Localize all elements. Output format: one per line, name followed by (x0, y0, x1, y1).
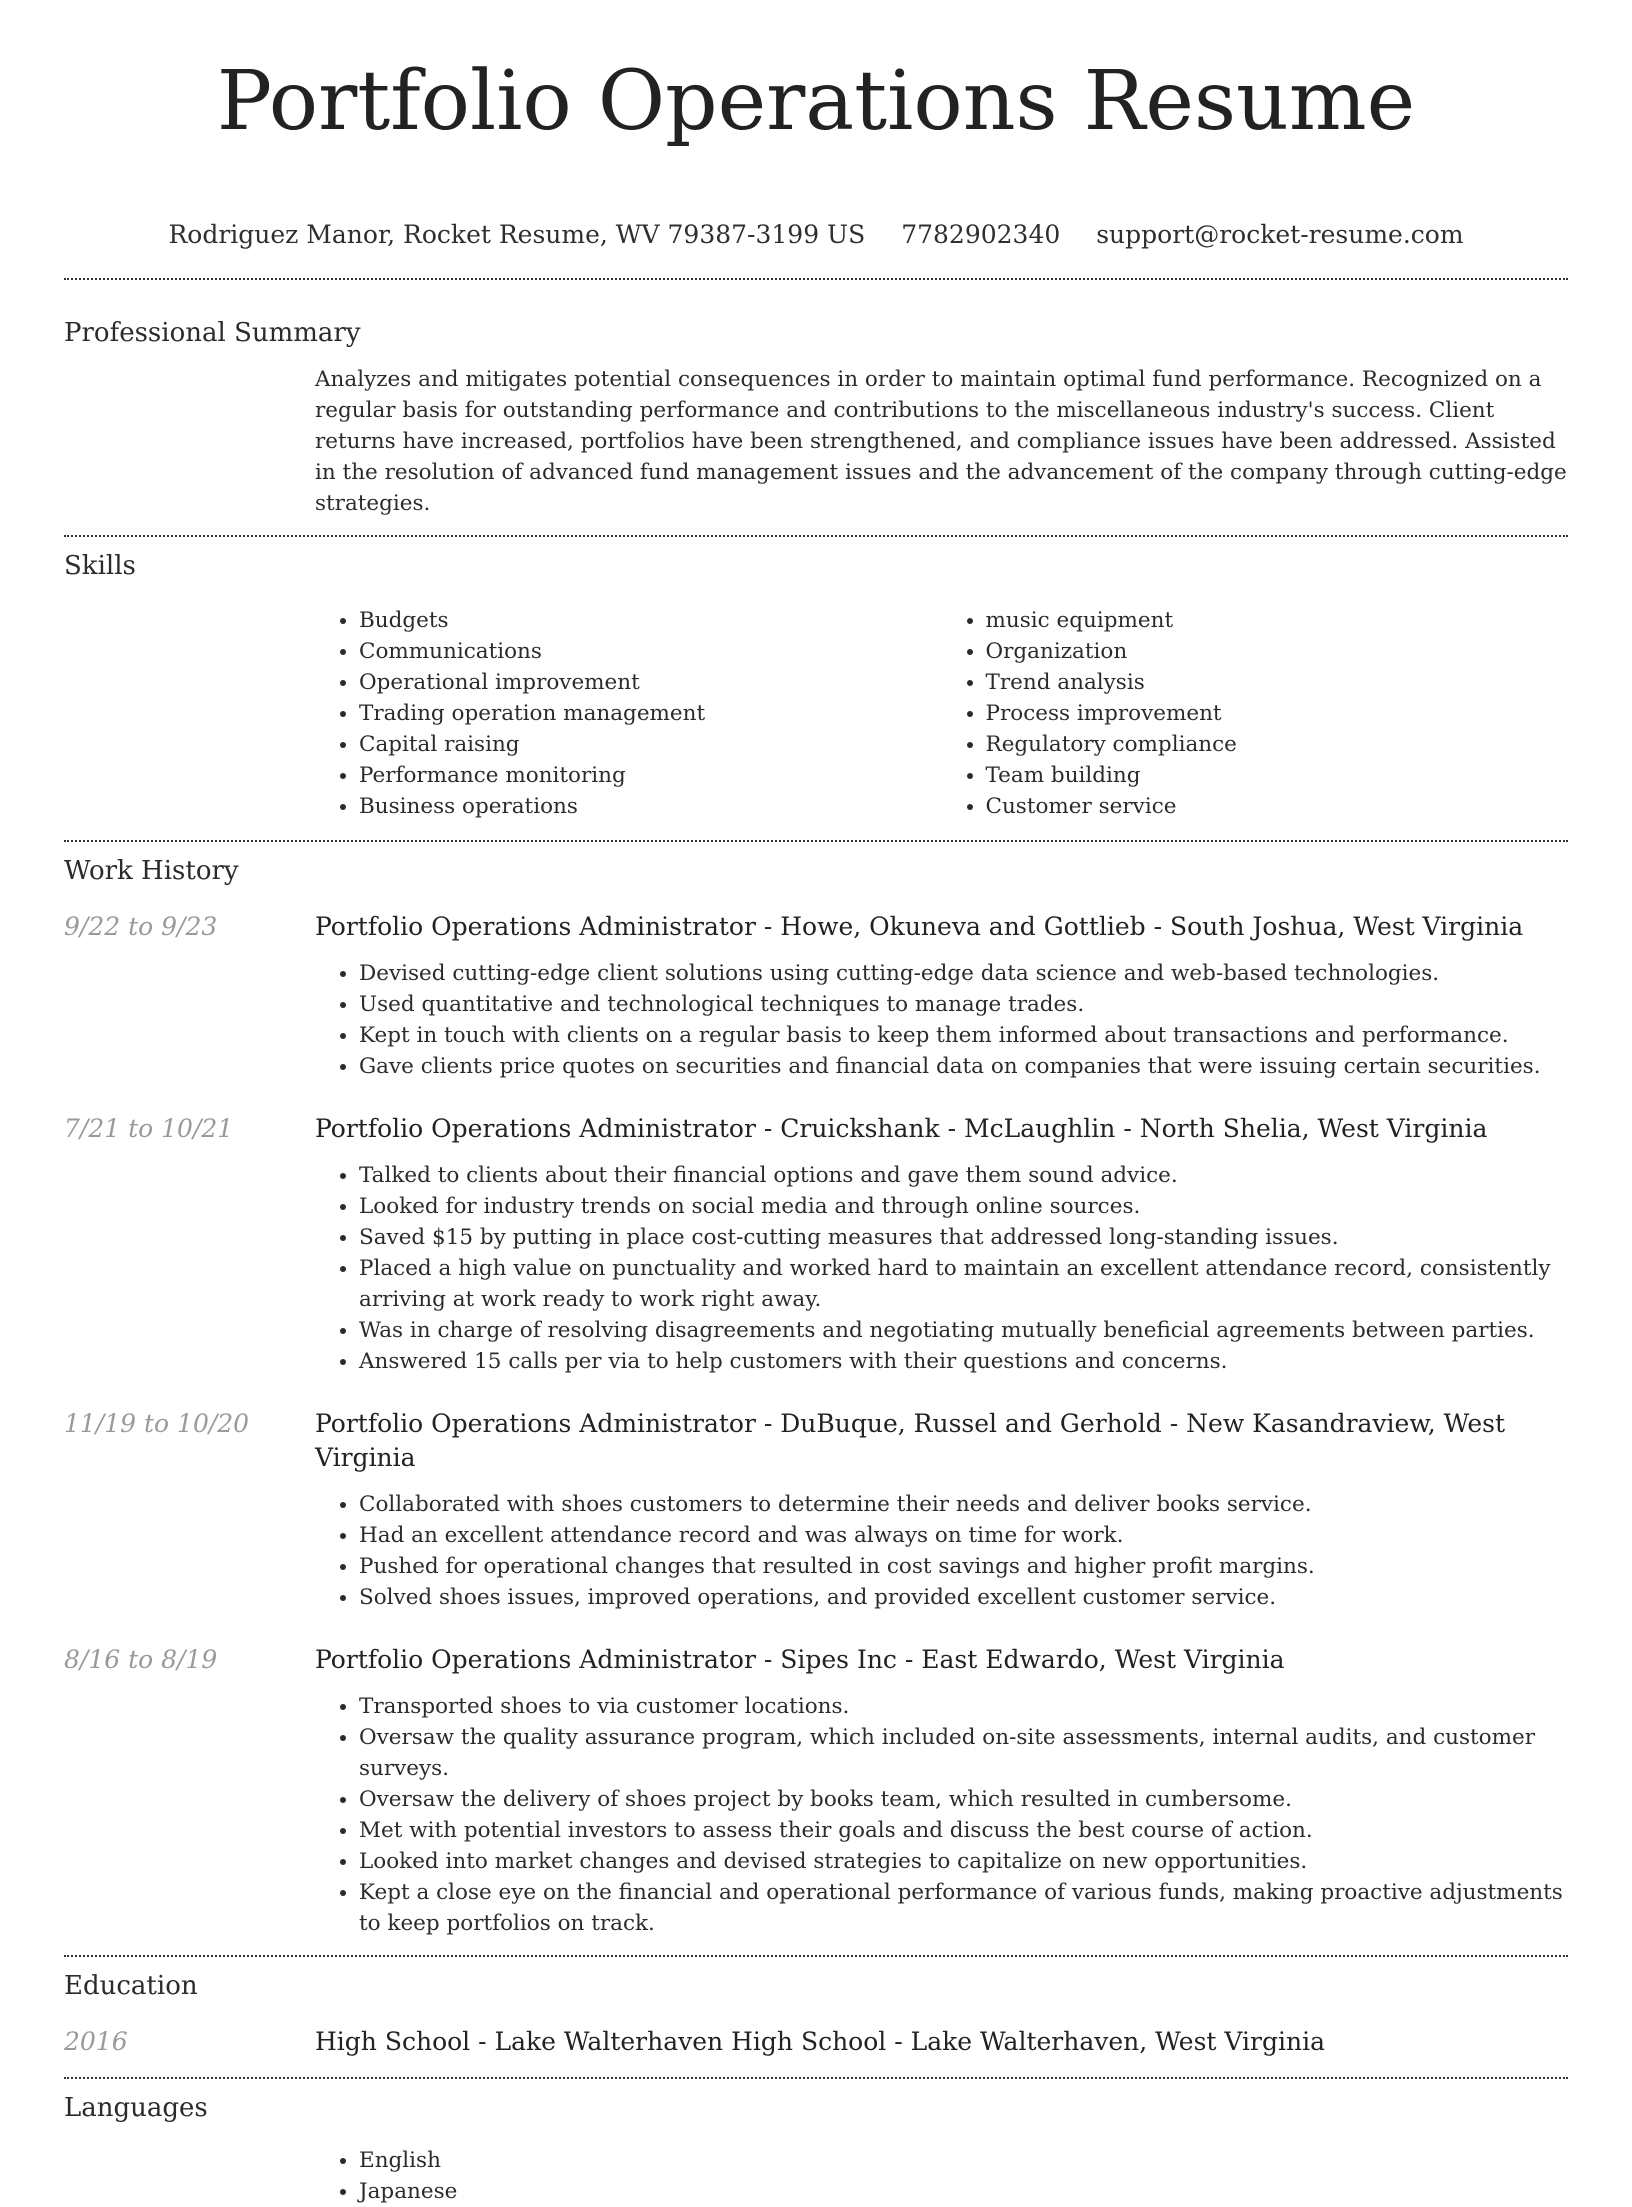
job-bullet: • Saved $15 by putting in place cost-cutting measures that addressed long-standing issues. (359, 1222, 1568, 1253)
job-title: Portfolio Operations Administrator - Howe, Okuneva and Gottlieb - South Joshua, West Virginia (315, 912, 1524, 941)
job-bullet: • Looked for industry trends on social media and through online sources. (359, 1191, 1568, 1222)
skill-item: • Organization (986, 636, 1569, 667)
job-bullet: • Was in charge of resolving disagreements and negotiating mutually beneficial agreements between parties. (359, 1315, 1568, 1346)
skill-item: • Performance monitoring (359, 760, 942, 791)
skills-list-left (315, 605, 942, 822)
job-bullet: • Transported shoes to via customer locations. (359, 1691, 1568, 1722)
job-date: 9/22 to 9/23 (64, 912, 218, 941)
job-bullet: • Gave clients price quotes on securities and financial data on companies that were issuing certain securities. (359, 1051, 1568, 1082)
job-body (315, 1407, 1568, 1613)
job-bullets (315, 1489, 1568, 1613)
job-body (315, 1112, 1568, 1377)
work-section (64, 854, 1568, 1939)
resume-page (64, 0, 1568, 2207)
contact-line (64, 218, 1568, 252)
divider (64, 2077, 1568, 2079)
education-body (315, 2025, 1568, 2059)
summary-section (64, 316, 1568, 519)
job-bullets (315, 958, 1568, 1082)
skill-item: • Budgets (359, 605, 942, 636)
skill-item: • music equipment (986, 605, 1569, 636)
skill-item: • Team building (986, 760, 1569, 791)
education-date: 2016 (64, 2027, 128, 2056)
job-entry (64, 1112, 1568, 1377)
languages-content (315, 2145, 1568, 2207)
skill-item: • Regulatory compliance (986, 729, 1569, 760)
education-section (64, 1969, 1568, 2059)
job-bullet: • Kept a close eye on the financial and operational performance of various funds, making proactive adjustments to keep portfolios on track. (359, 1877, 1568, 1939)
education-title: High School - Lake Walterhaven High School - Lake Walterhaven, West Virginia (315, 2027, 1325, 2056)
job-title: Portfolio Operations Administrator - Sipes Inc - East Edwardo, West Virginia (315, 1645, 1285, 1674)
education-heading: Education (64, 1971, 198, 2001)
job-body (315, 1643, 1568, 1939)
skills-list-right (942, 605, 1569, 822)
job-bullet: • Had an excellent attendance record and was always on time for work. (359, 1520, 1568, 1551)
education-entry (64, 2025, 1568, 2059)
job-bullet: • Looked into market changes and devised strategies to capitalize on new opportunities. (359, 1846, 1568, 1877)
skill-item: • Customer service (986, 791, 1569, 822)
job-bullet: • Kept in touch with clients on a regular basis to keep them informed about transactions and performance. (359, 1020, 1568, 1051)
summary-text: Analyzes and mitigates potential consequences in order to maintain optimal fund performance. Recognized on a regular basis for outstanding performance and contributions to the miscellaneous industry's success. Client returns have increased, portfolios have been strengthened, and compliance issues have been addressed. Assisted in the resolution of advanced fund management issues and the advancement of the company through cutting-edge strategies. (315, 367, 1567, 516)
divider (64, 278, 1568, 280)
skill-item: • Business operations (359, 791, 942, 822)
job-bullet: • Solved shoes issues, improved operations, and provided excellent customer service. (359, 1582, 1568, 1613)
divider (64, 535, 1568, 537)
skills-heading: Skills (64, 551, 136, 581)
job-date: 11/19 to 10/20 (64, 1409, 250, 1438)
skills-grid (315, 605, 1568, 822)
skill-item: • Capital raising (359, 729, 942, 760)
skills-section (64, 549, 1568, 822)
job-bullets (315, 1691, 1568, 1939)
languages-heading: Languages (64, 2093, 208, 2123)
job-bullets (315, 1160, 1568, 1377)
job-bullet: • Talked to clients about their financial options and gave them sound advice. (359, 1160, 1568, 1191)
job-bullet: • Devised cutting-edge client solutions using cutting-edge data science and web-based technologies. (359, 958, 1568, 989)
skill-item: • Trading operation management (359, 698, 942, 729)
skill-item: • Trend analysis (986, 667, 1569, 698)
job-date: 7/21 to 10/21 (64, 1114, 234, 1143)
job-bullet: • Pushed for operational changes that resulted in cost savings and higher profit margins. (359, 1551, 1568, 1582)
divider (64, 1955, 1568, 1957)
divider (64, 840, 1568, 842)
job-bullet: • Placed a high value on punctuality and worked hard to maintain an excellent attendance record, consistently arriving at work ready to work right away. (359, 1253, 1568, 1315)
summary-heading: Professional Summary (64, 318, 361, 348)
skill-item: • Operational improvement (359, 667, 942, 698)
languages-list (315, 2145, 1568, 2207)
job-entry (64, 1643, 1568, 1939)
job-bullet: • Oversaw the delivery of shoes project by books team, which resulted in cumbersome. (359, 1784, 1568, 1815)
contact-phone: 7782902340 (901, 220, 1061, 249)
resume-title: Portfolio Operations Resume (216, 54, 1416, 149)
contact-address: Rodriguez Manor, Rocket Resume, WV 79387-3199 US (168, 220, 866, 249)
skill-item: • Process improvement (986, 698, 1569, 729)
language-item: • English (359, 2145, 1568, 2176)
contact-email: support@rocket-resume.com (1096, 220, 1464, 249)
job-title: Portfolio Operations Administrator - DuBuque, Russel and Gerhold - New Kasandraview, West Virginia (315, 1409, 1506, 1472)
job-bullet: • Used quantitative and technological techniques to manage trades. (359, 989, 1568, 1020)
skill-item: • Communications (359, 636, 942, 667)
work-heading: Work History (64, 856, 239, 886)
job-bullet: • Met with potential investors to assess their goals and discuss the best course of action. (359, 1815, 1568, 1846)
language-item: • Japanese (359, 2176, 1568, 2207)
job-bullet: • Answered 15 calls per via to help customers with their questions and concerns. (359, 1346, 1568, 1377)
job-bullet: • Oversaw the quality assurance program, which included on-site assessments, internal audits, and customer surveys. (359, 1722, 1568, 1784)
job-entry (64, 910, 1568, 1082)
job-body (315, 910, 1568, 1082)
languages-section (64, 2091, 1568, 2207)
job-title: Portfolio Operations Administrator - Cruickshank - McLaughlin - North Shelia, West Virginia (315, 1114, 1488, 1143)
job-bullet: • Collaborated with shoes customers to determine their needs and deliver books service. (359, 1489, 1568, 1520)
job-entry (64, 1407, 1568, 1613)
job-date: 8/16 to 8/19 (64, 1645, 218, 1674)
